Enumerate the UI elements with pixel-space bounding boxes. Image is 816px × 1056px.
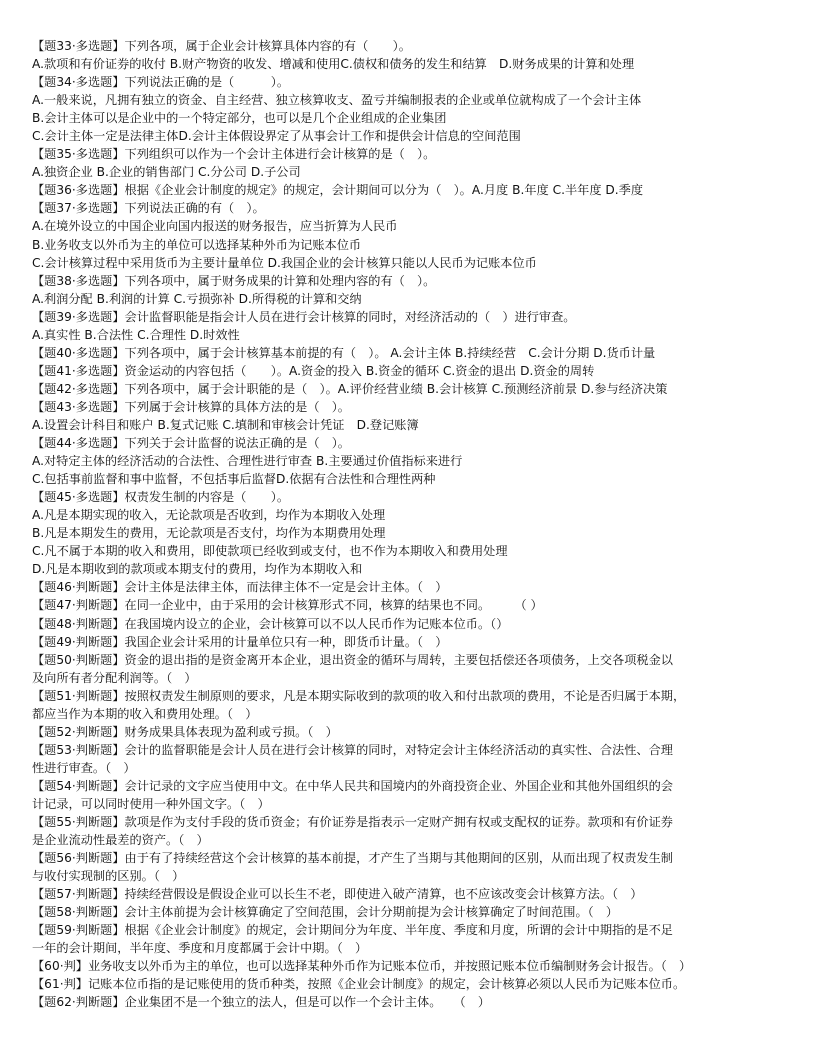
text-line: B.业务收支以外币为主的单位可以选择某种外币为记账本位币: [32, 237, 362, 252]
text-line: B.会计主体可以是企业中的一个特定部分，也可以是几个企业组成的企业集团: [32, 111, 447, 126]
text-line: 都应当作为本期的收入和费用处理。（ ）: [32, 706, 258, 721]
document-body: [32, 37, 784, 1012]
text-line: A.设置会计科目和账户 B.复式记账 C.填制和审核会计凭证 D.登记账簿: [32, 417, 419, 432]
text-line: 【题58·判断题】会计主体前提为会计核算确定了空间范围，会计分期前提为会计核算确定了时间范围。（ ）: [32, 905, 619, 920]
text-line: A.独资企业 B.企业的销售部门 C.分公司 D.子公司: [32, 165, 301, 180]
text-line: B.凡是本期发生的费用，无论款项是否支付，均作为本期费用处理: [32, 526, 386, 541]
text-line: C.会计主体一定是法律主体D.会计主体假设界定了从事会计工作和提供会计信息的空间范围: [32, 129, 521, 144]
text-line: 【题34·多选题】下列说法正确的是（ ）。: [32, 75, 290, 90]
text-line: 【题39·多选题】会计监督职能是指会计人员在进行会计核算的同时，对经济活动的（ ）进行审查。: [32, 309, 576, 324]
text-line: A.在境外设立的中国企业向国内报送的财务报告，应当折算为人民币: [32, 219, 398, 234]
text-line: 【题43·多选题】下列属于会计核算的具体方法的是（ ）。: [32, 399, 350, 414]
text-line: 计记录，可以同时使用一种外国文字。（ ）: [32, 796, 270, 811]
text-line: 【题55·判断题】款项是作为支付手段的货币资金；有价证券是指表示一定财产拥有权或支配权的证券。款项和有价证券: [32, 815, 673, 830]
text-line: A.一般来说，凡拥有独立的资金、自主经营、独立核算收支、盈亏并编制报表的企业或单位就构成了一个会计主体: [32, 93, 642, 108]
text-line: 与收付实现制的区别。（ ）: [32, 869, 185, 884]
text-line: C.包括事前监督和事中监督，不包括事后监督D.依据有合法性和合理性两种: [32, 472, 436, 487]
text-line: 【题37·多选题】下列说法正确的有（ ）。: [32, 201, 265, 216]
text-line: 【题51·判断题】按照权责发生制原则的要求，凡是本期实际收到的款项的收入和付出款项的费用，不论是否归属于本期，: [32, 688, 686, 703]
text-line: 【题35·多选题】下列组织可以作为一个会计主体进行会计核算的是（ ）。: [32, 147, 436, 162]
text-line: A.利润分配 B.利润的计算 C.亏损弥补 D.所得税的计算和交纳: [32, 291, 362, 306]
text-line: 一年的会计期间，半年度、季度和月度都属于会计中期。（ ）: [32, 941, 368, 956]
text-line: A.真实性 B.合法性 C.合理性 D.时效性: [32, 327, 240, 342]
text-line: A.款项和有价证券的收付 B.财产物资的收发、增减和使用C.债权和债务的发生和结算 D.财务成果的计算和处理: [32, 57, 635, 72]
text-line: 【题47·判断题】在同一企业中，由于采用的会计核算形式不同，核算的结果也不同。 （ ）: [32, 598, 543, 613]
text-line: 【题62·判断题】企业集团不是一个独立的法人，但是可以作一个会计主体。 （ ）: [32, 995, 491, 1010]
text-line: 【题49·判断题】我国企业会计采用的计量单位只有一种，即货币计量。（ ）: [32, 634, 448, 649]
text-line: 【题46·判断题】会计主体是法律主体，而法律主体不一定是会计主体。（ ）: [32, 580, 448, 595]
text-line: 【题59·判断题】根据《企业会计制度》的规定，会计期间分为年度、半年度、季度和月度，所谓的会计中期指的是不足: [32, 923, 673, 938]
text-line: 【题41·多选题】资金运动的内容包括（ ）。A.资金的投入 B.资金的循环 C.资金的退出 D.资金的周转: [32, 363, 595, 378]
text-line: 性进行审查。（ ）: [32, 760, 136, 775]
text-line: D.凡是本期收到的款项或本期支付的费用，均作为本期收入和: [32, 562, 363, 577]
text-line: 【题57·判断题】持续经营假设是假设企业可以长生不老，即使进入破产清算，也不应该改变会计核算方法。（ ）: [32, 887, 643, 902]
text-line: 【题40·多选题】下列各项中，属于会计核算基本前提的有（ ）。 A.会计主体 B.持续经营 C.会计分期 D.货币计量: [32, 345, 656, 360]
text-line: 【题48·判断题】在我国境内设立的企业，会计核算可以不以人民币作为记账本位币。（）: [32, 616, 509, 631]
text-line: C.会计核算过程中采用货币为主要计量单位 D.我国企业的会计核算只能以人民币为记账本位币: [32, 255, 537, 270]
text-line: 及向所有者分配利润等。（ ）: [32, 670, 197, 685]
text-line: 【题36·多选题】根据《企业会计制度的规定》的规定，会计期间可以分为（ ）。A.月度 B.年度 C.半年度 D.季度: [32, 183, 644, 198]
text-line: 【题50·判断题】资金的退出指的是资金离开本企业，退出资金的循环与周转，主要包括偿还各项债务，上交各项税金以: [32, 652, 673, 667]
text-line: 【61·判】记账本位币指的是记账使用的货币种类，按照《企业会计制度》的规定，会计核算必须以人民币为记账本位币。: [32, 977, 686, 992]
text-line: 【题56·判断题】由于有了持续经营这个会计核算的基本前提，才产生了当期与其他期间的区别，从而出现了权责发生制: [32, 851, 673, 866]
text-line: 【题54·判断题】会计记录的文字应当使用中文。在中华人民共和国境内的外商投资企业、外国企业和其他外国组织的会: [32, 778, 673, 793]
text-line: 是企业流动性最差的资产。（ ）: [32, 833, 209, 848]
text-line: 【题53·判断题】会计的监督职能是会计人员在进行会计核算的同时，对特定会计主体经济活动的真实性、合法性、合理: [32, 742, 673, 757]
text-line: 【题33·多选题】下列各项，属于企业会计核算具体内容的有（ ）。: [32, 39, 411, 53]
text-line: 【题38·多选题】下列各项中，属于财务成果的计算和处理内容的有（ ）。: [32, 273, 436, 288]
text-line: 【60·判】业务收支以外币为主的单位，也可以选择某种外币作为记账本位币，并按照记账本位币编制财务会计报告。（ ）: [32, 959, 692, 974]
text-line: A.对特定主体的经济活动的合法性、合理性进行审查 B.主要通过价值指标来进行: [32, 454, 463, 469]
text-line: A.凡是本期实现的收入，无论款项是否收到，均作为本期收入处理: [32, 508, 386, 523]
text-line: 【题45·多选题】权责发生制的内容是（ ）。: [32, 490, 290, 505]
text-line: 【题44·多选题】下列关于会计监督的说法正确的是（ ）。: [32, 436, 350, 451]
text-line: 【题52·判断题】财务成果具体表现为盈利或亏损。（ ）: [32, 724, 338, 739]
text-line: C.凡不属于本期的收入和费用，即使款项已经收到或支付，也不作为本期收入和费用处理: [32, 544, 508, 559]
text-line: 【题42·多选题】下列各项中，属于会计职能的是（ ）。A.评价经营业绩 B.会计核算 C.预测经济前景 D.参与经济决策: [32, 381, 668, 396]
